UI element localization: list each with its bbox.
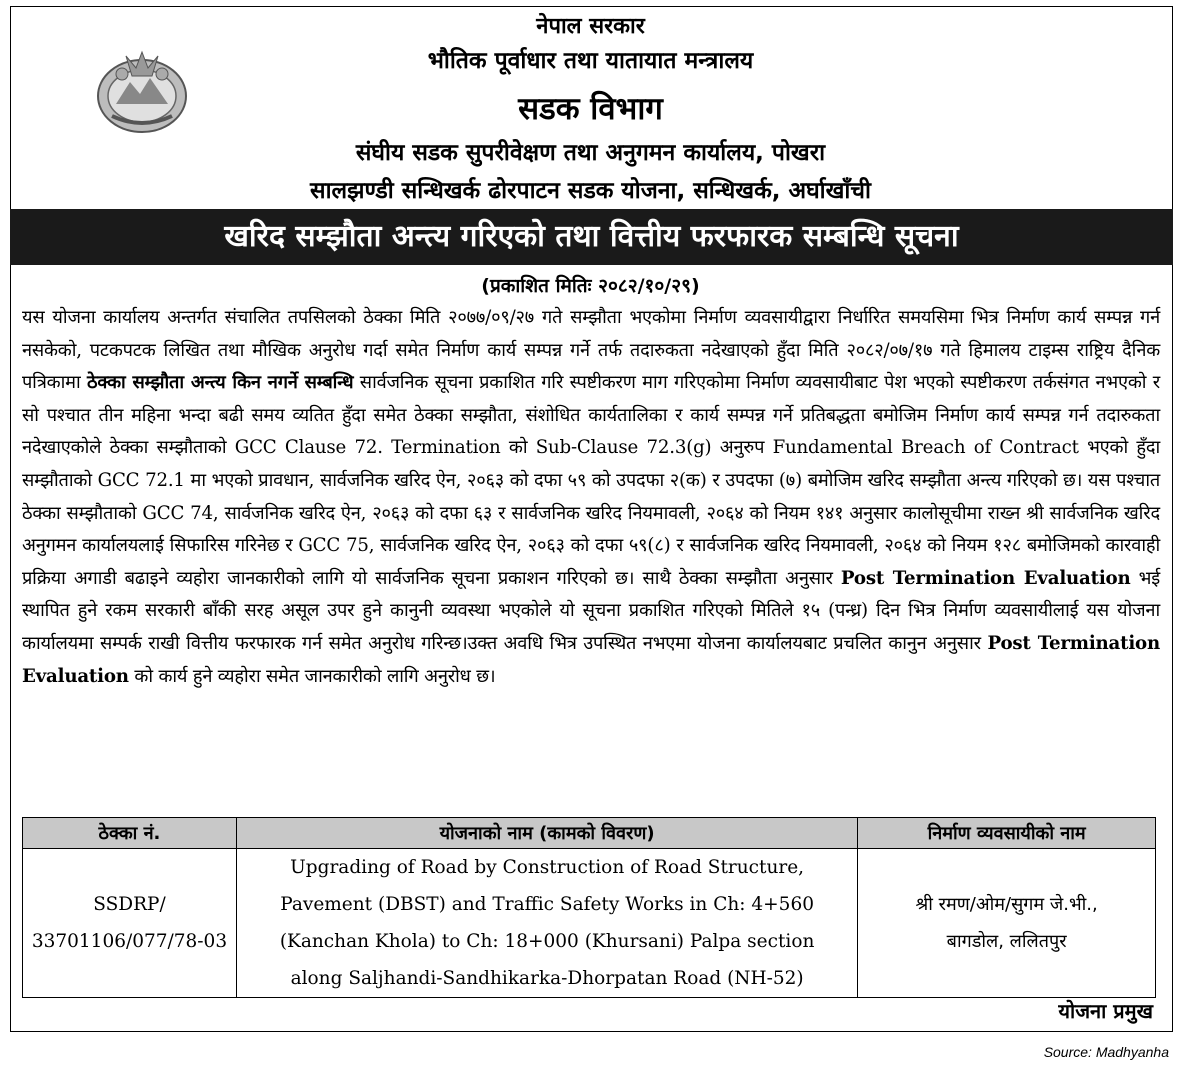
notice-title: खरिद सम्झौता अन्त्य गरिएको तथा वित्तीय फरफारक सम्बन्धि सूचना [10,209,1173,265]
table-row [23,849,1156,998]
header-department: सडक विभाग [518,91,663,127]
header-government: नेपाल सरकार [536,14,645,39]
col-header-contractor: निर्माण व्यवसायीको नाम [858,818,1156,849]
body-bold-3: Post Termination Evaluation [22,632,1160,687]
table-header-row [23,818,1156,849]
description-line: Pavement (DBST) and Traffic Safety Works in Ch: 4+560 [280,894,814,915]
contractor-line: श्री रमण/ओम/सुगम जे.भी., [915,894,1098,915]
contract-no-line: 33701106/077/78-03 [31,931,228,952]
description-line: along Saljhandi-Sandhikarka-Dhorpatan Road (NH-52) [290,968,804,989]
header-ministry: भौतिक पूर्वाधार तथा यातायात मन्त्रालय [427,48,754,74]
published-date: (प्रकाशित मितिः २०८२/१०/२९) [481,275,700,297]
source-credit: Source: Madhyanha [1043,1044,1169,1060]
cell-description [236,849,857,998]
cell-contractor [858,849,1156,998]
cell-contract-no [23,849,237,998]
notice-body [22,302,1160,693]
signature-project-chief: योजना प्रमुख [1058,999,1153,1023]
body-bold-1: ठेक्का सम्झौता अन्त्य किन नगर्ने सम्बन्धि [86,372,354,394]
col-header-project-name: योजनाको नाम (कामको विवरण) [236,818,857,849]
body-text-2: सार्वजनिक सूचना प्रकाशित गरि स्पष्टीकरण माग गरिएकोमा निर्माण व्यवसायीबाट पेश भएको स्पष्टीकरण तर्कसंगत नभएको र सो पश्चात तीन महिना भन्दा बढी समय व्यतित हुँदा समेत ठेक्का सम्झौता, संशोधित कार्यतालिका र कार्य सम्पन्न गर्ने प्रतिबद्धता बमोजिम निर्माण कार्य सम्पन्न गर्न तदारुकता नदेखाएकोले ठेक्का सम्झौताको GCC Clause 72. Termination को Sub-Clause 72.3(g) अनुरुप Fundamental Breach of Contract भएको हुँदा सम्झौताको GCC 72.1 मा भएको प्रावधान, सार्वजनिक खरिद ऐन, २०६३ को दफा ५९ को उपदफा २(क) र उपदफा (७) बमोजिम खरिद सम्झौता अन्त्य गरिएको छ। यस पश्चात ठेक्का सम्झौताको GCC 74, सार्वजनिक खरिद ऐन, २०६३ को दफा ६३ र सार्वजनिक खरिद नियमावली, २०६४ को नियम १४१ अनुसार कालोसूचीमा राख्न श्री सार्वजनिक खरिद अनुगमन कार्यालयलाई सिफारिस गरिनेछ र GCC 75, सार्वजनिक खरिद ऐन, २०६३ को दफा ५९(८) र सार्वजनिक खरिद नियमावली, २०६४ को नियम १२८ बमोजिमको कारवाही प्रक्रिया अगाडी बढाइने व्यहोरा जानकारीको लागि यो सार्वजनिक सूचना प्रकाशन गरिएको छ। साथै ठेक्का सम्झौता अनुसार [22,372,1160,589]
header-office: संघीय सडक सुपरीवेक्षण तथा अनुगमन कार्यालय, पोखरा [355,140,826,166]
description-line: Upgrading of Road by Construction of Road Structure, [290,857,805,878]
body-text-4: को कार्य हुने व्यहोरा समेत जानकारीको लागि अनुरोध छ। [134,665,496,687]
description-line: (Kanchan Khola) to Ch: 18+000 (Khursani) Palpa section [279,931,815,952]
contractor-line: बागडोल, ललितपुर [946,931,1067,952]
body-bold-2: Post Termination Evaluation [840,567,1131,589]
body-text-3: भई स्थापित हुने रकम सरकारी बाँकी सरह असूल उपर हुने कानुनी व्यवस्था भएकोले यो सूचना प्रकाशित गरिएको मितिले १५ (पन्ध्र) दिन भित्र निर्माण व्यवसायीलाई यस योजना कार्यालयमा सम्पर्क राखी वित्तीय फरफारक गर्न समेत अनुरोध गरिन्छ।उक्त अवधि भित्र उपस्थित नभएमा योजना कार्यालयबाट प्रचलित कानुन अनुसार [22,567,1160,654]
header-project: सालझण्डी सन्धिखर्क ढोरपाटन सडक योजना, सन्धिखर्क, अर्घाखाँची [310,178,871,204]
contract-no-line: SSDRP/ [93,894,166,915]
body-text-1: यस योजना कार्यालय अन्तर्गत संचालित तपसिलको ठेक्का मिति २०७७/०९/२७ गते सम्झौता भएकोमा निर्माण व्यवसायीद्वारा निर्धारित समयसिमा भित्र निर्माण कार्य सम्पन्न गर्न नसकेको, पटकपटक लिखित तथा मौखिक अनुरोध गर्दा समेत निर्माण कार्य सम्पन्न गर्ने तर्फ तदारुकता नदेखाएको हुँदा मिति २०८२/०७/१७ गते हिमालय टाइम्स राष्ट्रिय दैनिक पत्रिकामा [22,307,1160,394]
contract-table [22,817,1156,998]
col-header-contract-no: ठेक्का नं. [23,818,237,849]
